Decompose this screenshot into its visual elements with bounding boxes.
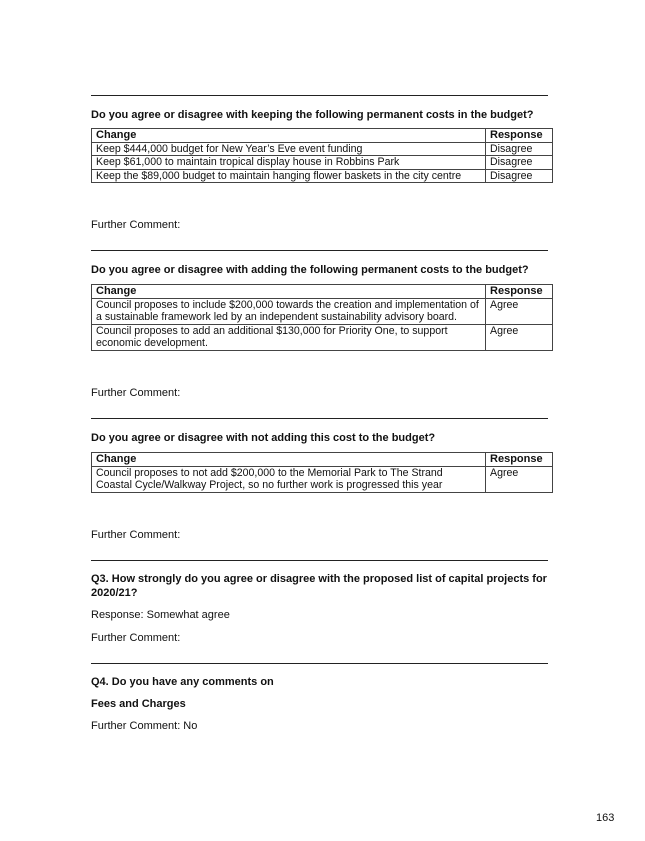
- change-cell: Council proposes to add an additional $130,000 for Priority One, to support economic development.: [92, 324, 486, 350]
- response-cell: Agree: [486, 466, 553, 492]
- q4-subheading: Fees and Charges: [91, 698, 186, 710]
- q3-question: Q3. How strongly do you agree or disagree with the proposed list of capital projects for 2020/21?: [91, 573, 547, 599]
- change-cell: Keep $61,000 to maintain tropical display house in Robbins Park: [92, 156, 486, 170]
- q4-further-comment: Further Comment: No: [91, 720, 198, 732]
- response-cell: Disagree: [486, 142, 553, 156]
- section-2-question: Do you agree or disagree with adding the following permanent costs to the budget?: [91, 264, 529, 276]
- q4-question: Q4. Do you have any comments on: [91, 676, 274, 688]
- response-column-header: Response: [486, 453, 553, 467]
- divider-rule: [91, 95, 548, 96]
- table-header-row: [92, 129, 553, 143]
- q3-response: Response: Somewhat agree: [91, 609, 230, 621]
- response-cell: Disagree: [486, 156, 553, 170]
- section-1-further-comment: Further Comment:: [91, 219, 181, 231]
- response-column-header: Response: [486, 285, 553, 299]
- response-cell: Agree: [486, 324, 553, 350]
- change-cell: Council proposes to not add $200,000 to the Memorial Park to The Strand Coastal Cycle/Walkway Project, so no further work is progressed this year: [92, 466, 486, 492]
- section-2-table: [91, 284, 553, 351]
- change-column-header: Change: [92, 285, 486, 299]
- table-row: [92, 169, 553, 183]
- page-number: 163: [596, 812, 615, 824]
- divider-rule: [91, 418, 548, 419]
- divider-rule: [91, 250, 548, 251]
- change-cell: Keep the $89,000 budget to maintain hanging flower baskets in the city centre: [92, 169, 486, 183]
- change-column-header: Change: [92, 453, 486, 467]
- change-cell: Council proposes to include $200,000 towards the creation and implementation of a sustainable framework led by an independent sustainability advisory board.: [92, 298, 486, 324]
- section-3-question: Do you agree or disagree with not adding this cost to the budget?: [91, 432, 436, 444]
- table-row: [92, 142, 553, 156]
- q3-further-comment: Further Comment:: [91, 632, 181, 644]
- response-column-header: Response: [486, 129, 553, 143]
- section-3-further-comment: Further Comment:: [91, 529, 181, 541]
- change-cell: Keep $444,000 budget for New Year’s Eve event funding: [92, 142, 486, 156]
- section-2-further-comment: Further Comment:: [91, 387, 181, 399]
- table-header-row: [92, 453, 553, 467]
- table-row: [92, 466, 553, 492]
- change-column-header: Change: [92, 129, 486, 143]
- table-row: [92, 298, 553, 324]
- table-row: [92, 324, 553, 350]
- response-cell: Agree: [486, 298, 553, 324]
- table-header-row: [92, 285, 553, 299]
- divider-rule: [91, 663, 548, 664]
- section-3-table: [91, 452, 553, 493]
- section-1-question: Do you agree or disagree with keeping the following permanent costs in the budget?: [91, 109, 534, 121]
- table-row: [92, 156, 553, 170]
- section-1-table: [91, 128, 553, 183]
- response-cell: Disagree: [486, 169, 553, 183]
- divider-rule: [91, 560, 548, 561]
